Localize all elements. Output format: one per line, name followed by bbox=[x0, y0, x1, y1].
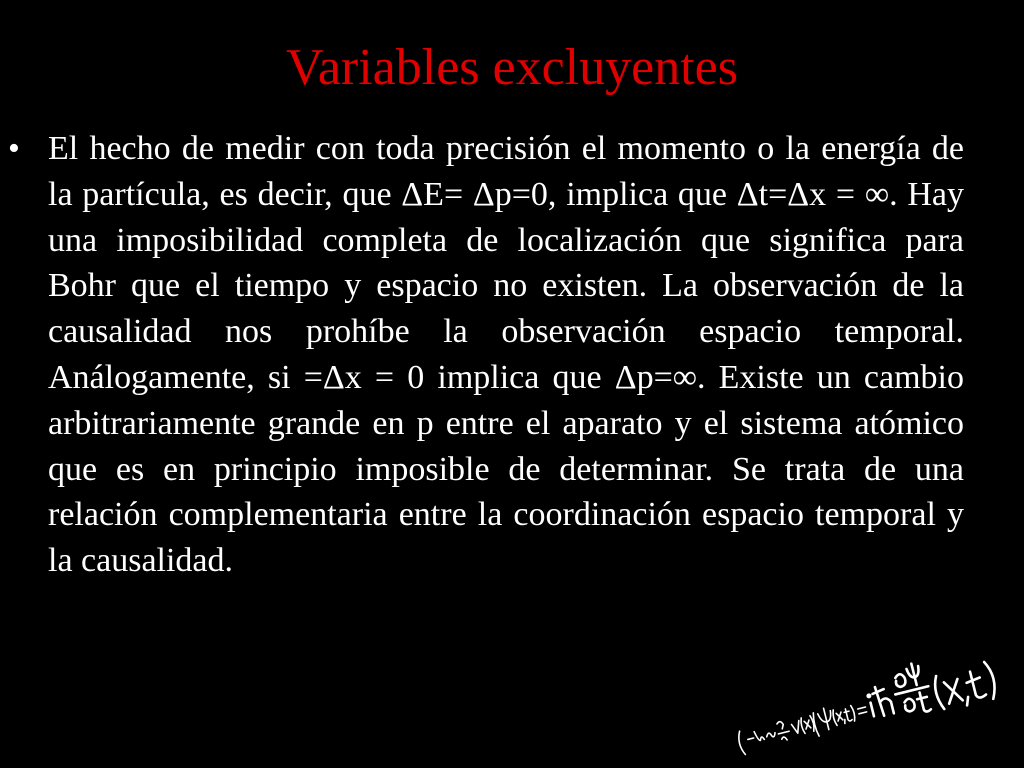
slide-title: Variables excluyentes bbox=[286, 39, 738, 96]
bullet-marker: • bbox=[8, 130, 20, 167]
bullet-list bbox=[0, 126, 1024, 584]
bullet-item bbox=[8, 126, 964, 584]
handwritten-schrodinger-equation-image bbox=[728, 640, 1018, 760]
bullet-text: El hecho de medir con toda precisión el momento o la energía de la partícula, es decir, que ΔE= Δp=0, implica que Δt=Δx = ∞. Hay una imposibilidad completa de localización que significa para Bohr que el tiempo y espacio no existen. La observación de la causalidad nos prohíbe la observación espacio temporal. Análogamente, si =Δx = 0 implica que Δp=∞. Existe un cambio arbitrariamente grande en p entre el aparato y el sistema atómico que es en principio imposible de determinar. Se trata de una relación complementaria entre la coordinación espacio temporal y la causalidad. bbox=[48, 130, 964, 580]
